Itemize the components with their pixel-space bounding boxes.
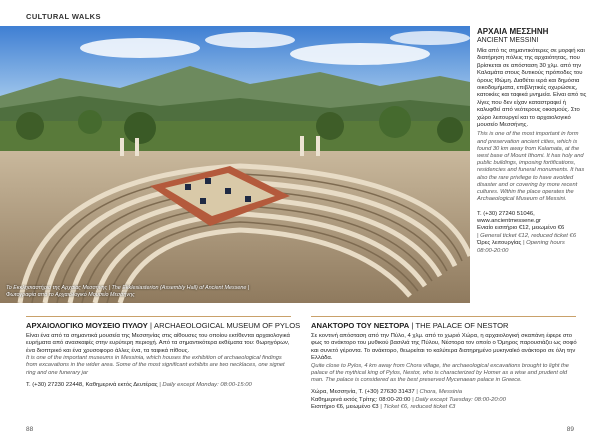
pylos-museum-info — [26, 382, 294, 390]
ancient-messini-title-en: ANCIENT MESSINI — [477, 37, 539, 44]
pylos-museum-text-gr: Είναι ένα από τα σημαντικά μουσεία της Μεσσηνίας στις αίθουσες του οποίου εκτίθενται αρχαιολογικά ευρήματα από ανασκαφές στην ευρύτερη περιοχή. Από τα σημαντικότερα εκθέματα του: θωρηγόρων, ένα διοπτρικό και ένα χρυσοφορο άλλες ένα, τα ταφικά πίθους. — [26, 333, 290, 354]
ancient-messini-hours-gr: Ώρες λειτουργίας — [477, 240, 522, 247]
ancient-messini-tickets-en: | General ticket €12, reduced ticket €6 — [477, 232, 577, 239]
ancient-messini-info — [477, 211, 589, 255]
nestor-palace-ticket-gr: Εισιτήριο €6, μειωμένο €3 — [311, 404, 379, 411]
nestor-palace-title-gr: ΑΝΑΚΤΟΡΟ ΤΟΥ ΝΕΣΤΟΡΑ — [311, 321, 410, 330]
ancient-messini-hours-en: | Opening hours — [523, 240, 565, 247]
nestor-palace-title-en: | THE PALACE OF NESTOR — [411, 321, 509, 330]
pylos-museum-info-gr: Τ. (+30) 27230 22448, Καθημερινά εκτός Δευτέρας — [26, 381, 158, 388]
ancient-messini-website[interactable]: www.ancientmessene.gr — [477, 217, 541, 224]
ancient-messini-text-en: This is one of the most important in form and preservation ancient cities, which is found 30 km away from Kalamata, at the west base of Mount Ithomi. It has holy and public buildings, imposing fortifications, residencies and funeral monuments. It has also the rare privilege to have avoided disaster and or covering by more recent cultures. Within the place operates the Archaeological Museum of Messini. — [477, 131, 585, 203]
ancient-theatre-photo — [0, 26, 470, 303]
ancient-messini-panel — [477, 27, 589, 255]
pylos-museum-title-en: | ARCHAEOLOGICAL MUSEUM OF PYLOS — [149, 321, 301, 330]
page-number-right: 89 — [566, 426, 574, 433]
ancient-messini-hours: 08:00-20:00 — [477, 247, 509, 254]
section-header: CULTURAL WALKS — [26, 12, 101, 21]
pylos-museum-text-en: It is one of the important museums in Messinia, which houses the exhibition of archaeological findings from excavations in the wider area. Some of the most significant exhibits are two necklaces, one signet ring and one funerary jar — [26, 355, 285, 376]
nestor-palace-section — [311, 321, 579, 412]
ancient-messini-text-gr: Μία από τις σημαντικότερες σε μορφή και διατήρηση πόλεις της αρχαιότητας, που βρίσκεται σε απόσταση 30 χλμ. από την Καλαμάτα στους δυτικούς πρόποδες του όρους Ιθώμη. Διαθέτει ιερά και δημόσια οικοδομήματα, επιβλητικές οχυρώσεις, κατοικίες και ταφικά μνημεία. Είναι από τις λίγες που δεν είχαν καταστραφεί ή καλυφθεί από νεότερους οικισμούς. Στο χώρο λειτουργεί και το αρχαιολογικό μουσείο Μεσσήνης. — [477, 48, 587, 129]
nestor-palace-location-en: | Chora, Messinia — [416, 389, 463, 396]
divider-right — [311, 316, 576, 317]
pylos-museum-title — [26, 321, 301, 330]
nestor-palace-hours-gr: Καθημερινά εκτός Τρίτης: 08:00-20:00 — [311, 396, 411, 403]
divider-left — [26, 316, 291, 317]
ancient-messini-phone: Τ. (+30) 27240 51046, — [477, 210, 535, 217]
nestor-palace-info — [311, 389, 579, 412]
ancient-messini-title-gr: ΑΡΧΑΙΑ ΜΕΣΣΗΝΗ — [477, 27, 549, 36]
nestor-palace-ticket-en: | Ticket €6, reduced ticket €3 — [380, 404, 456, 411]
pylos-museum-title-gr: ΑΡΧΑΙΟΛΟΓΙΚΟ ΜΟΥΣΕΙΟ ΠΥΛΟΥ — [26, 321, 148, 330]
nestor-palace-location-gr: Χώρα, Μεσσηνία, Τ. (+30) 27630 31437 — [311, 389, 415, 396]
nestor-palace-text-gr: Σε κοντινή απόσταση από την Πύλο, 4 χλμ. από το χωριό Χώρα, η αρχαιολογική σκαπάνη έφερε στο φως το ανάκτορο του μυθικού βασιλιά της Πύλου, Νέστορα τον οποίο ο Όμηρος παρουσιάζει ως σοφό και συνετό γέροντα. Το ανάκτορο, θεωρείται το καλύτερα διατηρημένο μυκηναϊκό ανάκτορο σε όλη την Ελλάδα. — [311, 333, 577, 362]
nestor-palace-text-en: Quite close to Pylos, 4 km away from Chora village, the archaeological excavations brought to light the palace of the mythical king of Pylos, Nestor, who is characterized by Homer as a wise and prudent old man. The palace is considered as the best preserved Mycenaean palace in Greece. — [311, 362, 569, 384]
ancient-messini-tickets-gr: Ενιαίο εισιτήριο €12, μειωμένο €6 — [477, 225, 565, 232]
photo-caption: Το Εκκλησιαστήριο της Αρχαίας Μεσσήνης | The Ekklesiasterion (Assembly Hall) of Ancient Messene | Φωτογραφία από το Αρχαιολογικό Μουσείο Μεσσήνης — [6, 285, 250, 298]
photo-illustration — [0, 26, 470, 303]
nestor-palace-hours-en: | Daily except Tuesday: 08:00-20:00 — [412, 396, 506, 403]
page-number-left: 88 — [26, 426, 34, 433]
nestor-palace-title — [311, 321, 579, 330]
pylos-museum-section — [26, 321, 301, 389]
pylos-museum-info-en: | Daily except Monday: 08:00-15:00 — [159, 381, 252, 388]
